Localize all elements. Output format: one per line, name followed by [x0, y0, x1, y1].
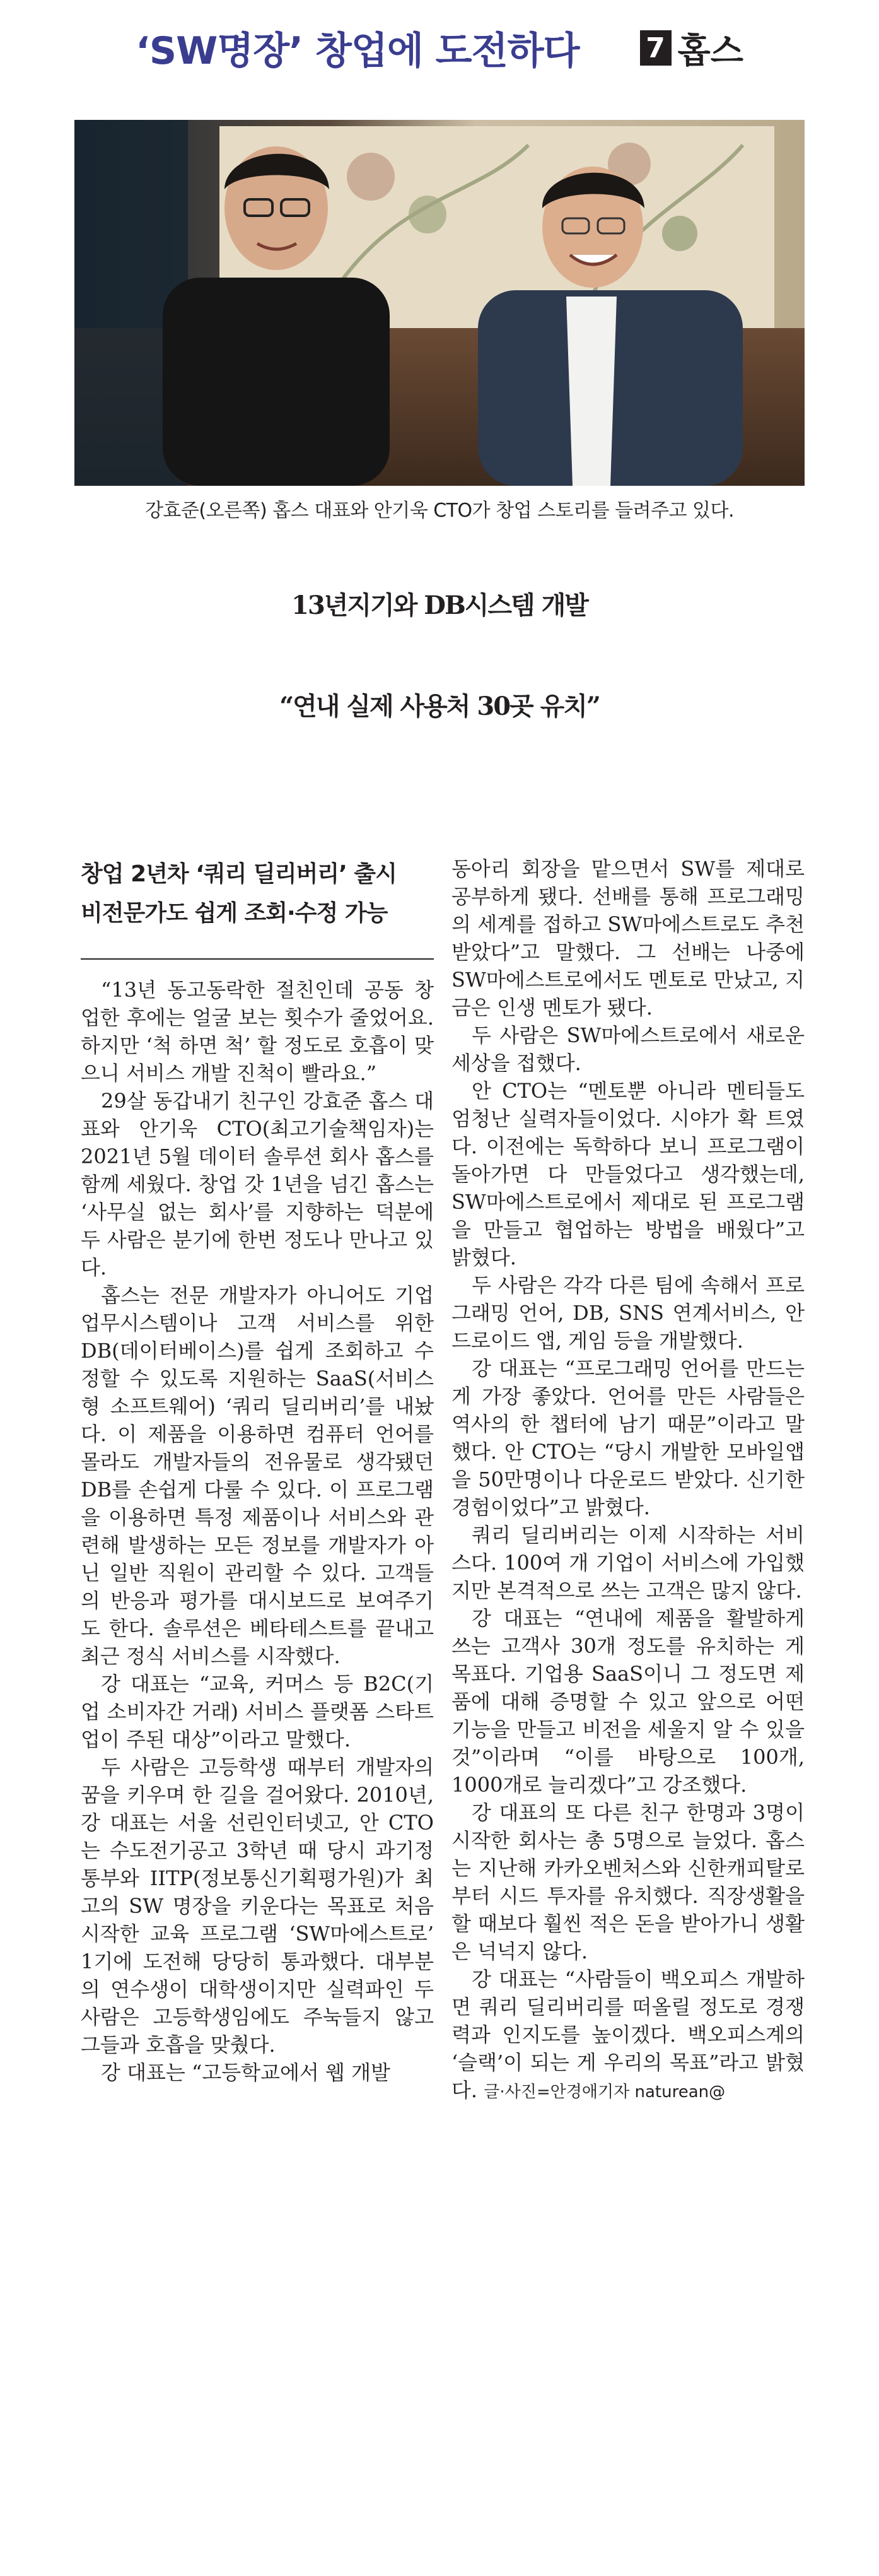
article-photo [74, 120, 805, 486]
left-column [81, 855, 434, 2086]
series-header [0, 0, 879, 96]
right-paragraph: 동아리 회장을 맡으면서 SW를 제대로 공부하게 됐다. 선배를 통해 프로그래밍의 세계를 접하고 SW마에스트로도 추천 받았다”고 말했다. 그 선배는 나중에 SW마에스트로에서도 멘토로 만났고, 지금은 인생 멘토가 됐다. [451, 857, 805, 1020]
byline: 글·사진=안경애기자 naturean@ [484, 2083, 726, 2102]
right-paragraph [451, 1965, 805, 2106]
photo-caption: 강효준(오른쪽) 홉스 대표와 안기욱 CTO가 창업 스토리를 들려주고 있다. [144, 500, 735, 522]
left-paragraph: “13년 동고동락한 절친인데 공동 창업한 후에는 얼굴 보는 횟수가 줄었어요. 하지만 ‘척 하면 척’ 할 정도로 호흡이 맞으니 서비스 개발 진척이 빨라요.” [81, 978, 434, 1085]
left-paragraph: 강 대표는 “고등학교에서 웹 개발 [101, 2061, 390, 2085]
headline-line-1: 13년지기와 DB시스템 개발 [291, 591, 588, 620]
right-paragraph: 강 대표는 “연내에 제품을 활발하게 쓰는 고객사 30개 정도를 유치하는 게 목표다. 기업용 SaaS이니 그 정도면 제품에 대해 증명할 수 있고 앞으로 어떤 기능을 만들고 비전을 세울지 알 수 있을 것”이라며 “이를 바탕으로 100개, 1000개로 늘리겠다”고 강조했다. [451, 1606, 805, 1797]
right-paragraph: 안 CTO는 “멘토뿐 아니라 멘티들도 엄청난 실력자들이었다. 시야가 확 트였다. 이전에는 독학하다 보니 프로그램이 돌아가면 다 만들었다고 생각했는데, SW마에스트로에서 제대로 된 프로그램을 만들고 협업하는 방법을 배웠다”고 밝혔다. [451, 1079, 805, 1269]
right-column [451, 855, 805, 2106]
subheadline-line-1: 창업 2년차 ‘쿼리 딜리버리’ 출시 [81, 861, 397, 887]
right-paragraph: 강 대표의 또 다른 친구 한명과 3명이 시작한 회사는 총 5명으로 늘었다. 홉스는 지난해 카카오벤처스와 신한캐피탈로부터 시드 투자를 유치했다. 직장생활을 할 때보다 훨씬 적은 돈을 받아가니 생활은 넉넉지 않다. [451, 1801, 805, 1963]
left-paragraph: 29살 동갑내기 친구인 강효준 홉스 대표와 안기욱 CTO(최고기술책임자)는 2021년 5월 데이터 솔루션 회사 홉스를 함께 세웠다. 창업 갓 1년을 넘긴 홉스는 ‘사무실 없는 회사’를 지향하는 덕분에 두 사람은 분기에 한번 정도나 만나고 있다. [81, 1089, 434, 1279]
subheadline-divider [81, 958, 434, 960]
headline-line-2: “연내 실제 사용처 30곳 유치” [279, 691, 600, 721]
interview-photo-illustration [74, 120, 805, 486]
left-paragraph: 홉스는 전문 개발자가 아니어도 기업 업무시스템이나 고객 서비스를 위한 DB(데이터베이스)를 쉽게 조회하고 수정할 수 있도록 지원하는 SaaS(서비스형 소프트웨어) ‘쿼리 딜리버리’를 내놨다. 이 제품을 이용하면 컴퓨터 언어를 몰라도 개발자들의 전유물로 생각됐던 DB를 손쉽게 다룰 수 있다. 이 프로그램을 이용하면 특정 제품이나 서비스와 관련해 발생하는 모든 정보를 개발자가 아닌 일반 직원이 관리할 수 있다. 고객들의 반응과 평가를 대시보드로 보여주기도 한다. 솔루션은 베타테스트를 끝내고 최근 정식 서비스를 시작했다. [81, 1283, 434, 1668]
right-paragraph: 두 사람은 각각 다른 팀에 속해서 프로그래밍 언어, DB, SNS 연계서비스, 안드로이드 앱, 게임 등을 개발했다. [451, 1273, 805, 1353]
right-paragraph: 쿼리 딜리버리는 이제 시작하는 서비스다. 100여 개 기업이 서비스에 가입했지만 본격적으로 쓰는 고객은 많지 않다. [451, 1523, 805, 1603]
series-number-badge: 7 [640, 30, 672, 66]
subheadline-line-2: 비전문가도 쉽게 조회·수정 가능 [81, 900, 388, 926]
left-paragraph: 강 대표는 “교육, 커머스 등 B2C(기업 소비자간 거래) 서비스 플랫폼 스타트업이 주된 대상”이라고 말했다. [81, 1672, 434, 1751]
company-name: 홉스 [677, 30, 743, 71]
right-paragraph-text: 강 대표는 “사람들이 백오피스 개발하면 쿼리 딜리버리를 떠올릴 정도로 경쟁력과 인지도를 높이겠다. 백오피스계의 ‘슬랙’이 되는 게 우리의 목표”라고 밝혔다. [451, 1967, 805, 2102]
series-title: ‘SW명장’ 창업에 도전하다 [136, 29, 579, 73]
left-paragraph: 두 사람은 고등학생 때부터 개발자의 꿈을 키우며 한 길을 걸어왔다. 2010년, 강 대표는 서울 선린인터넷고, 안 CTO는 수도전기공고 3학년 때 당시 과기정통부와 IITP(정보통신기획평가원)가 최고의 SW 명장을 키운다는 목표로 처음 시작한 교육 프로그램 ‘SW마에스트로’ 1기에 도전해 당당히 통과했다. 대부분의 연수생이 대학생이지만 실력파인 두 사람은 고등학생임에도 주눅들지 않고 그들과 호흡을 맞췄다. [81, 1755, 434, 2057]
subheadline [81, 855, 434, 933]
right-paragraph: 두 사람은 SW마에스트로에서 새로운 세상을 접했다. [451, 1023, 805, 1075]
right-paragraph: 강 대표는 “프로그래밍 언어를 만드는 게 가장 좋았다. 언어를 만든 사람들은 역사의 한 챕터에 남기 때문”이라고 말했다. 안 CTO는 “당시 개발한 모바일앱을 50만명이나 다운로드 받았다. 신기한 경험이었다”고 밝혔다. [451, 1356, 805, 1519]
article-headline [0, 555, 879, 757]
